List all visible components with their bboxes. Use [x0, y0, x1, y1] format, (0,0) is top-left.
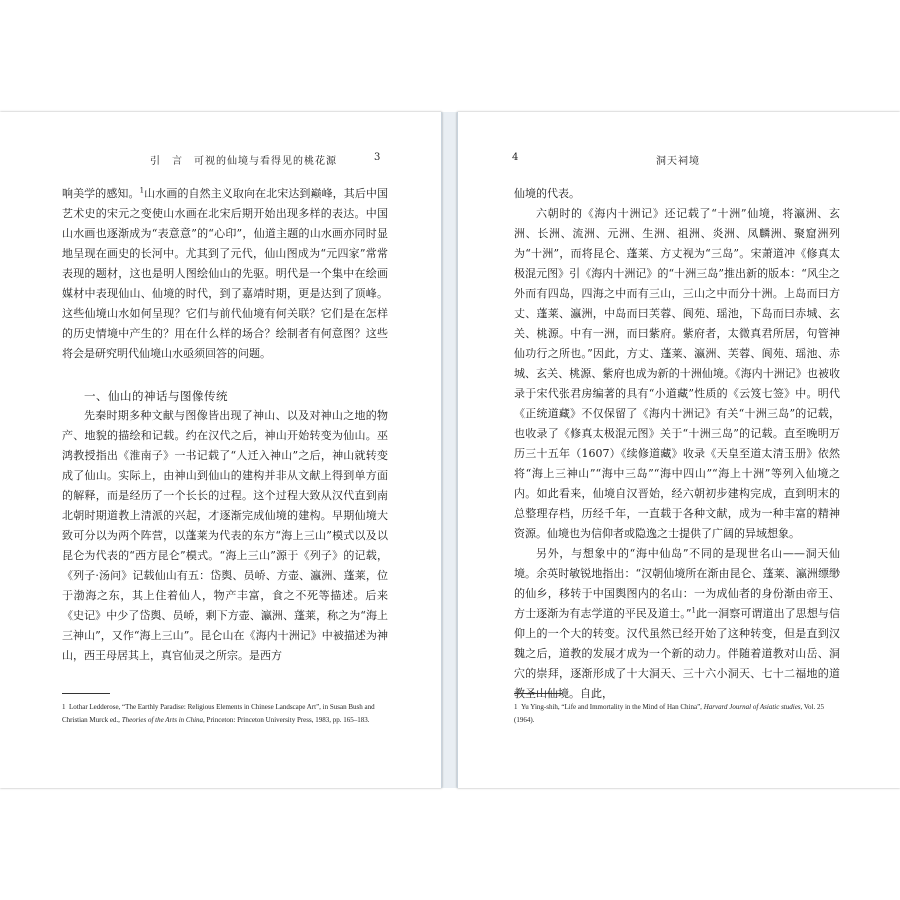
- page-body: [514, 184, 840, 704]
- paragraph: 先秦时期多种文献与图像皆出现了神山、以及对神山之地的物产、地貌的描绘和记载。约在汉代之后，神山开始转变为仙山。巫鸿教授指出《淮南子》一书记载了“人迁入神山”之后，神山就转变成了仙山。实际上，由神山到仙山的建构并非从文献上得到单方面的解释，而是经历了一个长长的过程。这个过程大致从汉代直到南北朝时期道教上清派的兴起，才逐渐完成仙境的建构。早期仙境大致可分以为两个阵营，以蓬莱为代表的东方“海上三山”模式以及以昆仑为代表的“西方昆仑”模式。“海上三山”源于《列子》的记载，《列子·汤问》记载仙山有五：岱舆、员峤、方壶、瀛洲、蓬莱，位于渤海之东，其上住着仙人，物产丰富，食之不死等描述。后来《史记》中少了岱舆、员峤，剩下方壶、瀛洲、蓬莱，称之为“海上三神山”，又作“海上三山”。昆仑山在《海内十洲记》中被描述为神山，西王母居其上，真官仙灵之所宗。是西方: [62, 409, 388, 662]
- paragraph: 仙境的代表。: [514, 187, 580, 200]
- paragraph: 响美学的感知。$^1$山水画的自然主义取向在北宋达到巅峰，其后中国艺术史的宋元之变使山水画在北宋后期开始出现多样的表达。中国山水画也逐渐成为“表意意”的“心印”，仙道主题的山水画亦同时显地呈现在画史的长河中。尤其到了元代，仙山图成为“元四家”常常表现的题材，这也是明人图绘仙山的先驱。明代是一个集中在绘画媒材中表现仙山、仙境的时代，到了嘉靖时期，更是达到了顶峰。这些仙境山水如何呈现？它们与前代仙境有何关联？它们是在怎样的历史情境中产生的？用在什么样的场合？绘制者有何意图？这些将会是研究明代仙境山水亟须回答的问题。: [62, 186, 389, 360]
- page-number: 3: [374, 152, 382, 163]
- footnote-marker[interactable]: 1: [139, 186, 145, 195]
- paragraph: 另外，与想象中的“海中仙岛”不同的是现世名山——洞天仙境。余英时敏锐地指出：“汉朝仙境所在渐由昆仑、蓬莱、瀛洲缥缈的仙乡，移转于中国舆图内的名山：一为成仙者的身份渐由帝王、方士逐渐为有志学道的平民及道士。”$^1$此一洞察可谓道出了思想与信仰上的一个大的转变。汉代虽然已经开始了这种转变，但是直到汉魏之后，道教的发展才成为一个新的动力。伴随着道教对山岳、洞穴的崇拜，逐渐形成了十大洞天、三十六小洞天、七十二福地的道教圣山仙境。自此，: [514, 547, 840, 700]
- section-heading: 一、仙山的神话与图像传统: [84, 389, 228, 403]
- footnote-divider: [62, 693, 110, 694]
- running-title: 引 言 可视的仙境与看得见的桃花源: [150, 156, 337, 167]
- footnote-number: 1: [62, 703, 66, 711]
- book-page-right: [457, 112, 900, 788]
- book-page-left: [0, 112, 442, 788]
- footnote-divider: [514, 693, 562, 694]
- footnote: 1 Lothar Ledderose, “The Earthly Paradise: Religious Elements in Chinese Landscape Art”, in Susan Bush and Christian Murck ed., Theories of the Arts in China, Princeton: Princeton University Press, 1983, pp. 165–183.: [62, 703, 375, 724]
- page-number: 4: [512, 152, 520, 163]
- footnote-book-title: Theories of the Arts in China: [121, 716, 204, 724]
- footnote: 1 Yu Ying-shih, “Life and Immortality in the Mind of Han China”, Harvard Journal of Asiatic studies, Vol. 25 (1964).: [514, 703, 825, 724]
- paragraph: 六朝时的《海内十洲记》还记载了“十洲”仙境，将瀛洲、玄洲、长洲、流洲、元洲、生洲、祖洲、炎洲、凤麟洲、聚窟洲列为“十洲”，而将昆仑、蓬莱、方丈视为“三岛”。宋萧道冲《修真太极混元图》引《海内十洲记》的“十洲三岛”推出新的版本：“风尘之外而有四岛，四海之中而有三山，三山之中而分十洲。上岛而曰方丈、蓬莱、瀛洲，中岛而曰芙蓉、阆苑、瑶池，下岛而曰赤城、玄关、桃源。中有一洲，而曰紫府。紫府者，太微真君所居，句管神仙功行之所也。”因此，方丈、蓬莱、瀛洲、芙蓉、阆苑、瑶池、赤城、玄关、桃源、紫府也成为新的十洲仙境。《海内十洲记》也被收录于宋代张君房编著的具有“小道藏”性质的《云笈七签》中。明代《正统道藏》不仅保留了《海内十洲记》有关“十洲三岛”的记载，也收录了《修真太极混元图》关于“十洲三岛”的记载。直至晚明万历三十五年（1607）《续修道藏》收录《天皇至道太清玉册》依然将“海上三神山”“海中三岛”“海中四山”“海上十洲”等列入仙境之内。如此看来，仙境自汉晋始，经六朝初步建构完成，直到明末的总整理存档，历经千年，一直载于各种文献，成为一种丰富的精神资源。仙境也为信仰者或隐逸之士提供了广阔的异域想象。: [514, 207, 840, 540]
- footnote-number: 1: [514, 703, 518, 711]
- footnote-marker[interactable]: 1: [691, 606, 696, 615]
- page-body: [62, 184, 388, 666]
- running-title: 洞天祠境: [656, 156, 700, 167]
- footnote-journal-title: Harvard Journal of Asiatic studies: [703, 703, 801, 711]
